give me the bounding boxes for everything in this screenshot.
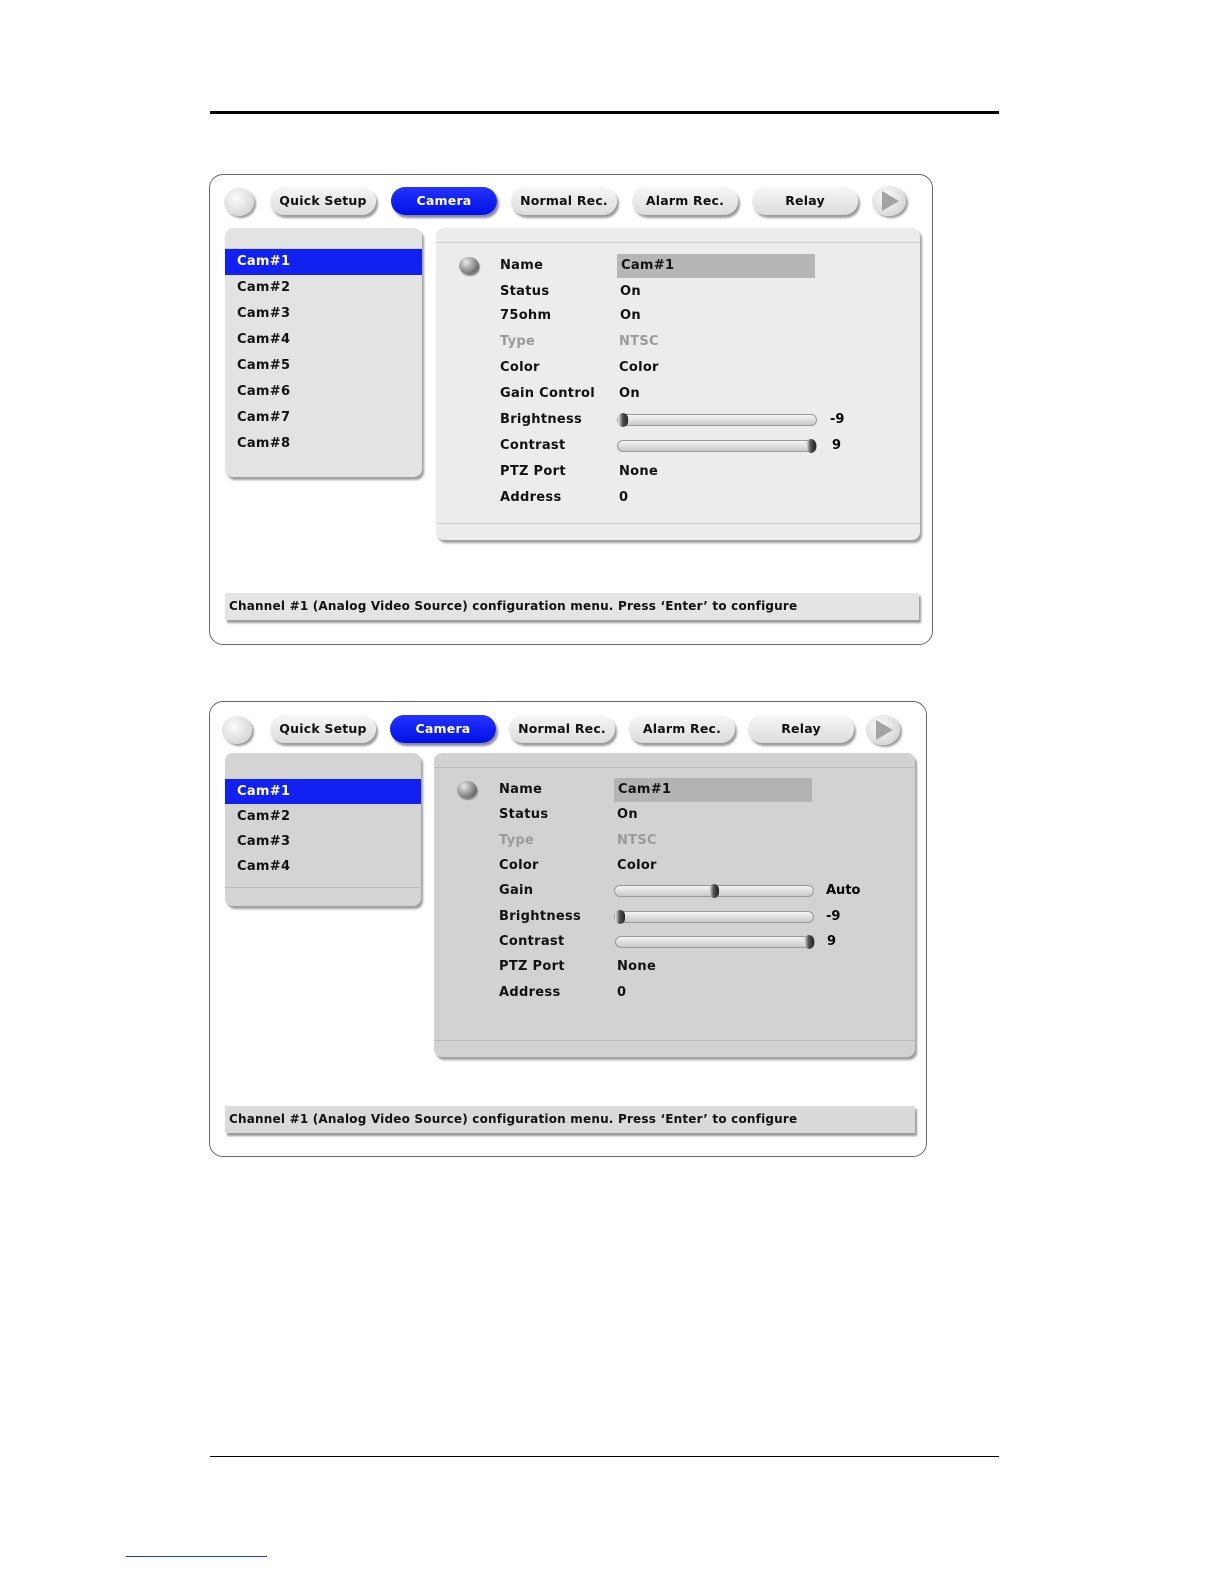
- setting-row-name[interactable]: [434, 779, 915, 801]
- camera-list: [225, 228, 422, 477]
- settings-header: [434, 753, 915, 768]
- tab-normal-rec[interactable]: Normal Rec.: [511, 187, 617, 215]
- slider-value: Auto: [826, 883, 861, 898]
- setting-label: Type: [499, 833, 535, 848]
- brightness-slider[interactable]: [614, 911, 814, 923]
- camera-list: [225, 753, 421, 906]
- camera-setup-screen-2: [209, 701, 927, 1157]
- camera-list-item[interactable]: Cam#6: [237, 384, 291, 399]
- settings-footer: [434, 1040, 915, 1057]
- back-circle-icon[interactable]: [222, 716, 252, 744]
- footer-link-underline: [126, 1556, 267, 1557]
- slider-value: 9: [827, 934, 837, 949]
- slider-knob[interactable]: [709, 884, 719, 898]
- setting-row-75ohm[interactable]: [436, 305, 920, 327]
- camera-list-item[interactable]: Cam#5: [237, 358, 291, 373]
- setting-value: On: [620, 284, 641, 299]
- setting-row-ptz-port[interactable]: [434, 956, 915, 978]
- setting-row-color[interactable]: [436, 357, 920, 379]
- setting-value: 0: [619, 490, 629, 505]
- tab-bar: [224, 186, 924, 218]
- camera-name-field[interactable]: Cam#1: [617, 254, 815, 278]
- camera-list-item[interactable]: Cam#2: [237, 280, 291, 295]
- slider-knob[interactable]: [806, 439, 816, 453]
- back-circle-icon[interactable]: [224, 188, 254, 216]
- slider-knob[interactable]: [618, 413, 628, 427]
- tab-alarm-rec[interactable]: Alarm Rec.: [629, 715, 735, 743]
- setting-value: On: [620, 308, 641, 323]
- brightness-slider[interactable]: [617, 414, 817, 426]
- tab-alarm-rec[interactable]: Alarm Rec.: [632, 187, 738, 215]
- tab-relay[interactable]: Relay: [752, 187, 858, 215]
- status-message-bar: Channel #1 (Analog Video Source) configuration menu. Press ‘Enter’ to configure: [225, 1106, 915, 1133]
- setting-label: Color: [500, 360, 540, 375]
- setting-row-gain[interactable]: [434, 880, 915, 902]
- camera-list-item[interactable]: Cam#2: [237, 809, 291, 824]
- tab-camera[interactable]: Camera: [390, 715, 496, 743]
- setting-value: On: [619, 386, 640, 401]
- setting-value: NTSC: [617, 833, 657, 848]
- setting-label: Contrast: [500, 438, 566, 453]
- setting-row-address[interactable]: [436, 487, 920, 509]
- camera-name-field[interactable]: Cam#1: [614, 778, 812, 802]
- setting-row-type: [434, 830, 915, 852]
- setting-value: On: [617, 807, 638, 822]
- setting-label: Name: [499, 782, 543, 797]
- setting-value: Color: [617, 858, 657, 873]
- setting-row-contrast[interactable]: [436, 435, 920, 457]
- setting-label: Gain Control: [500, 386, 596, 401]
- setting-row-status[interactable]: [436, 281, 920, 303]
- next-page-button[interactable]: [872, 186, 906, 216]
- setting-label: PTZ Port: [500, 464, 566, 479]
- setting-label: Color: [499, 858, 539, 873]
- play-arrow-icon: [882, 191, 899, 211]
- contrast-slider[interactable]: [617, 440, 817, 452]
- camera-list-item[interactable]: Cam#7: [237, 410, 291, 425]
- camera-list-item[interactable]: Cam#1: [225, 779, 421, 804]
- settings-footer: [436, 523, 920, 540]
- slider-value: -9: [826, 909, 841, 924]
- tab-quick-setup[interactable]: Quick Setup: [270, 187, 376, 215]
- setting-label: Name: [500, 258, 544, 273]
- settings-panel: [436, 228, 920, 540]
- settings-panel: [434, 753, 915, 1057]
- setting-row-address[interactable]: [434, 982, 915, 1004]
- setting-label: PTZ Port: [499, 959, 565, 974]
- camera-list-item[interactable]: Cam#4: [237, 859, 291, 874]
- camera-list-header: [225, 228, 422, 249]
- header-rule: [210, 111, 999, 114]
- setting-row-name[interactable]: [436, 255, 920, 277]
- setting-label: Brightness: [500, 412, 583, 427]
- setting-row-ptz-port[interactable]: [436, 461, 920, 483]
- setting-row-brightness[interactable]: [434, 906, 915, 928]
- camera-list-item[interactable]: Cam#8: [237, 436, 291, 451]
- setting-row-type: [436, 331, 920, 353]
- camera-list-item[interactable]: Cam#1: [225, 249, 422, 275]
- tab-bar: [224, 713, 924, 745]
- setting-label: Gain: [499, 883, 534, 898]
- setting-label: Brightness: [499, 909, 582, 924]
- setting-row-contrast[interactable]: [434, 931, 915, 953]
- slider-value: 9: [832, 438, 842, 453]
- setting-row-color[interactable]: [434, 855, 915, 877]
- setting-label: Address: [500, 490, 562, 505]
- contrast-slider[interactable]: [615, 936, 815, 948]
- setting-value: NTSC: [619, 334, 659, 349]
- camera-list-item[interactable]: Cam#4: [237, 332, 291, 347]
- setting-label: Address: [499, 985, 561, 1000]
- setting-label: Status: [500, 284, 550, 299]
- tab-quick-setup[interactable]: Quick Setup: [270, 715, 376, 743]
- setting-row-brightness[interactable]: [436, 409, 920, 431]
- setting-label: Type: [500, 334, 536, 349]
- setting-row-status[interactable]: [434, 804, 915, 826]
- gain-slider[interactable]: [614, 885, 814, 897]
- setting-value: None: [619, 464, 659, 479]
- setting-label: Contrast: [499, 934, 565, 949]
- slider-knob[interactable]: [615, 910, 625, 924]
- setting-label: Status: [499, 807, 549, 822]
- footer-rule: [210, 1456, 999, 1457]
- camera-list-header: [225, 753, 421, 779]
- settings-header: [436, 228, 920, 243]
- slider-knob[interactable]: [804, 935, 814, 949]
- camera-list-item[interactable]: Cam#3: [237, 306, 291, 321]
- camera-list-footer: [225, 887, 421, 888]
- play-arrow-icon: [876, 720, 893, 740]
- setting-value: 0: [617, 985, 627, 1000]
- status-message-bar: Channel #1 (Analog Video Source) configuration menu. Press ‘Enter’ to configure: [225, 593, 919, 620]
- setting-row-gain-control[interactable]: [436, 383, 920, 405]
- tab-relay[interactable]: Relay: [748, 715, 854, 743]
- setting-value: Color: [619, 360, 659, 375]
- tab-normal-rec[interactable]: Normal Rec.: [509, 715, 615, 743]
- tab-camera[interactable]: Camera: [391, 187, 497, 215]
- slider-value: -9: [830, 412, 845, 427]
- next-page-button[interactable]: [866, 715, 900, 745]
- setting-label: 75ohm: [500, 308, 552, 323]
- camera-list-item[interactable]: Cam#3: [237, 834, 291, 849]
- setting-value: None: [617, 959, 657, 974]
- camera-setup-screen-1: [209, 174, 933, 645]
